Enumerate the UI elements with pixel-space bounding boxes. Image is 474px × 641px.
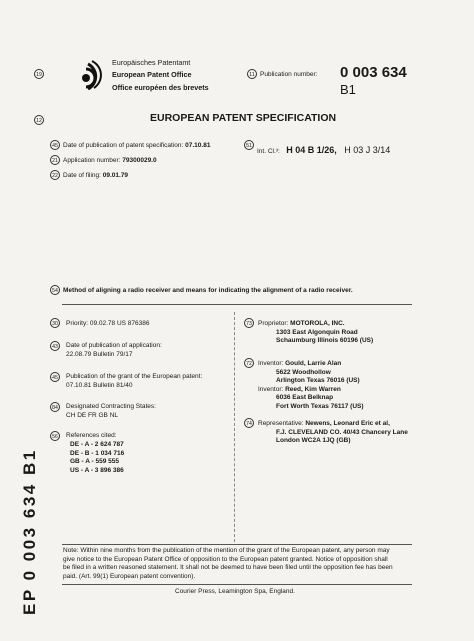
- inventor-label: Inventor:: [258, 385, 284, 393]
- publication-date-value: 07.10.81: [185, 142, 211, 149]
- opposition-note: [63, 547, 393, 581]
- column-divider: [234, 312, 235, 542]
- inid-code-22: 22: [50, 170, 60, 180]
- note-line-4: paid. (Art. 99(1) European patent convention).: [63, 572, 196, 580]
- int-cl-value-1: H 04 B 1/26,: [286, 145, 337, 155]
- representative-line-1: Newens, Leonard Eric et al,: [305, 420, 390, 427]
- filing-date-value: 09.01.79: [102, 172, 129, 179]
- inventor-2-address-2: Fort Worth Texas 76117 (US): [276, 402, 364, 410]
- references-list: [70, 441, 124, 475]
- proprietor-address-1: 1303 East Algonquin Road: [276, 328, 358, 336]
- inid-code-74: 74: [244, 418, 254, 428]
- note-divider: [62, 544, 412, 545]
- grant-publication-label: Publication of the grant of the European patent:: [66, 373, 203, 380]
- reference-item: US - A - 3 896 386: [70, 466, 124, 474]
- application-publication-value: 22.08.79 Bulletin 79/17: [66, 350, 133, 358]
- reference-item: DE - A - 2 624 787: [70, 441, 124, 448]
- reference-item: GB - A - 559 555: [70, 458, 120, 466]
- proprietor-name: MOTOROLA, INC.: [290, 320, 345, 327]
- inid-code-19: 19: [34, 69, 44, 79]
- references-label: References cited:: [66, 432, 117, 439]
- inid-code-56: 56: [50, 431, 60, 441]
- inventor-label: Inventor:: [258, 360, 284, 367]
- inid-code-45: 45: [50, 140, 60, 150]
- representative-label: Representative:: [258, 420, 304, 427]
- designated-states-label: Designated Contracting States:: [66, 403, 156, 410]
- inid-code-51: 51: [244, 140, 254, 150]
- printer-credit: Courier Press, Leamington Spa, England.: [175, 588, 295, 595]
- document-title: EUROPEAN PATENT SPECIFICATION: [150, 112, 337, 124]
- inid-code-72: 72: [244, 358, 254, 368]
- inid-code-43: 43: [50, 341, 60, 351]
- inid-code-12: 12: [34, 115, 44, 125]
- office-name-de: Europäisches Patentamt: [112, 58, 191, 67]
- int-cl-label: Int. Cl.³:: [257, 148, 280, 155]
- inventor-2-address-1: 6036 East Belknap: [276, 394, 334, 402]
- note-line-3: be filed in a written reasoned statement. It shall not be deemed to have been filed until the opposition fee has been: [63, 564, 393, 572]
- inid-code-11: 11: [247, 69, 257, 79]
- office-name-en: European Patent Office: [112, 70, 192, 79]
- inventors-block: [258, 360, 364, 412]
- publication-number-label: Publication number:: [260, 71, 318, 78]
- inid-code-54: 54: [50, 285, 60, 295]
- int-cl-row: [257, 140, 390, 158]
- proprietor-label: Proprietor:: [258, 320, 289, 327]
- application-number-value: 79300029.0: [122, 157, 157, 164]
- inventor-1-name: Gould, Larrie Alan: [285, 360, 342, 367]
- vertical-publication-number: EP 0 003 634 B1: [20, 448, 39, 615]
- inventor-1-address-1: 5622 Woodhollow: [276, 368, 331, 376]
- publication-date-label: Date of publication of patent specification:: [63, 142, 184, 149]
- inid-code-84: 84: [50, 402, 60, 412]
- publication-number: 0 003 634: [340, 64, 407, 81]
- application-publication-label: Date of publication of application:: [66, 342, 162, 349]
- office-name-fr: Office européen des brevets: [112, 83, 209, 92]
- proprietor-block: [258, 320, 373, 346]
- inid-code-73: 73: [244, 318, 254, 328]
- inventor-1-address-2: Arlington Texas 76016 (US): [276, 377, 360, 385]
- application-publication-block: [66, 342, 162, 359]
- representative-line-3: London WC2A 1JQ (GB): [276, 437, 351, 445]
- application-number-label: Application number:: [63, 157, 121, 164]
- inid-code-45-grant: 45: [50, 372, 60, 382]
- filing-date-row: [63, 172, 128, 179]
- designated-states-value: CH DE FR GB NL: [66, 411, 119, 419]
- representative-line-2: F.J. CLEVELAND CO. 40/43 Chancery Lane: [276, 428, 408, 436]
- kind-code: B1: [340, 82, 356, 97]
- inid-code-30: 30: [50, 318, 60, 328]
- representative-block: [258, 420, 408, 446]
- publication-date-row: [63, 142, 210, 149]
- footer-divider: [62, 584, 412, 585]
- title-divider: [62, 304, 412, 305]
- inventor-2-name: Reed, Kim Warren: [285, 385, 341, 393]
- inid-code-21: 21: [50, 155, 60, 165]
- grant-publication-value: 07.10.81 Bulletin 81/40: [66, 381, 133, 389]
- filing-date-label: Date of filing:: [63, 172, 101, 179]
- application-number-row: [63, 157, 157, 164]
- note-line-1: Note: Within nine months from the publication of the mention of the grant of the European patent, any person may: [63, 547, 390, 554]
- invention-title: Method of aligning a radio receiver and means for indicating the alignment of a radio receiver.: [63, 287, 353, 294]
- note-line-2: give notice to the European Patent Office of opposition to the European patent granted. Notice of opposition shall: [63, 555, 388, 563]
- epo-logo-icon: [78, 60, 106, 90]
- reference-item: DE - B - 1 034 716: [70, 449, 125, 457]
- grant-publication-block: [66, 373, 202, 390]
- proprietor-address-2: Schaumburg Illinois 60196 (US): [276, 337, 374, 345]
- priority-text: Priority: 09.02.78 US 876386: [66, 320, 150, 327]
- int-cl-value-2: H 03 J 3/14: [344, 145, 391, 155]
- designated-states-block: [66, 403, 156, 420]
